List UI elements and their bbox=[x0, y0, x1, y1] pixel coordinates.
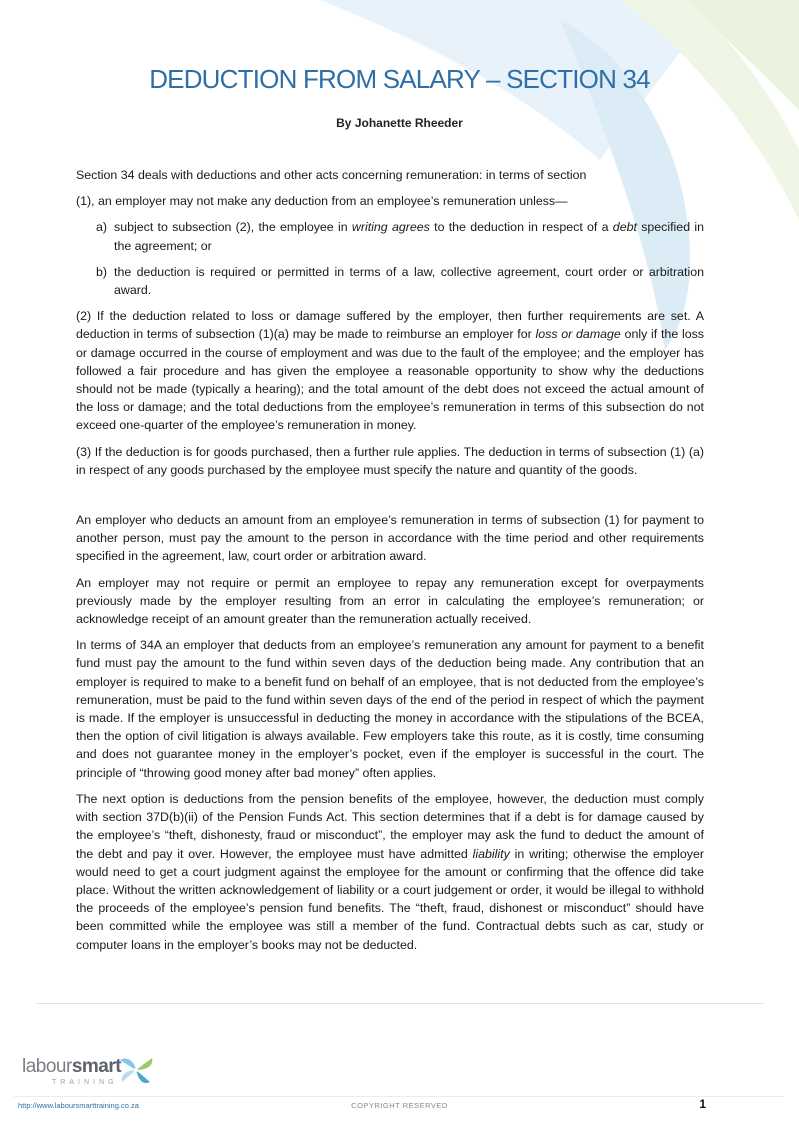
footer-website-link[interactable]: http://www.laboursmarttraining.co.za bbox=[18, 1101, 139, 1110]
logo-wordmark bbox=[22, 1056, 121, 1078]
document-title: DEDUCTION FROM SALARY – SECTION 34 bbox=[149, 64, 650, 94]
paragraph-section-34a: In terms of 34A an employer that deducts from an employee’s remuneration any amount for payment to a benefit fund must pay the amount to the fund within seven days of the deduction being made. Any contribution that an employer is required to make to a benefit fund on behalf of an employee, that is not deducted from the employee’s remuneration, must be paid to the fund within seven days of the end of the period in respect of which the payment is made. If the employer is unsuccessful in deducting the money in accordance with the stipulations of the BCEA, then the option of civil litigation is always available. Few employers take this route, as it is costly, time consuming and does not guarantee money in the employer’s pocket, even if the employer is successful in the court. The principle of “throwing good money after bad money” often applies. bbox=[76, 638, 704, 780]
paragraph-spacer bbox=[76, 487, 704, 511]
list-marker: a) bbox=[96, 220, 108, 235]
intro-line-2: (1), an employer may not make any deduction from an employee’s remuneration unless— bbox=[76, 194, 568, 209]
item-emphasis: writing agrees bbox=[351, 220, 430, 235]
item-text: specified in the agreement; or bbox=[114, 220, 705, 253]
item-text: the deduction is required or permitted in terms of a law, collective agreement, court order or arbitration award. bbox=[114, 264, 704, 298]
paragraph-text: (2) If the deduction related to loss or damage suffered by the employer, then further requirements are set. A deduction in terms of subsection (1)(a) may be made to reimburse an employer for bbox=[76, 309, 704, 342]
list-marker: b) bbox=[96, 264, 108, 279]
logo-subtitle: TRAINING bbox=[52, 1079, 118, 1086]
paragraph-repayment: An employer may not require or permit an employee to repay any remuneration except for overpayments previously made by the employer resulting from an error in calculating the employee’s remuneration; or acknowledge receipt of an amount greater than the remuneration actually received. bbox=[76, 575, 704, 627]
list-item bbox=[76, 263, 704, 299]
conditions-list bbox=[76, 218, 704, 299]
intro-line-1: Section 34 deals with deductions and other acts concerning remuneration: in terms of section bbox=[76, 168, 587, 182]
paragraph-emphasis: loss or damage bbox=[535, 327, 621, 342]
list-item bbox=[76, 218, 704, 254]
laboursmart-logo bbox=[22, 1052, 172, 1092]
paragraph-subsection-3: (3) If the deduction is for goods purchased, then a further rule applies. The deduction in terms of subsection (1) (a) in respect of any goods purchased by the employee must specify the nature and quantity of the goods. bbox=[76, 444, 704, 477]
item-text: to the deduction in respect of a bbox=[429, 220, 613, 235]
paragraph-text: The next option is deductions from the pension benefits of the employee, however, the deduction must comply with section 37D(b)(ii) of the Pension Funds Act. This section determines that if a debt is for damage caused by the employee’s “theft, dishonesty, fraud or misconduct”, the employer may ask the fund to deduct the amount of the debt and pay it over. However, the employee must have admitted bbox=[76, 791, 704, 861]
footer-rule bbox=[14, 1096, 784, 1097]
author-byline: By Johanette Rheeder bbox=[336, 116, 463, 130]
page-number: 1 bbox=[699, 1097, 706, 1111]
paragraph-subsection-2 bbox=[76, 307, 704, 434]
document-body bbox=[76, 166, 704, 962]
logo-word-light: labour bbox=[22, 1056, 72, 1077]
logo-word-bold: smart bbox=[71, 1056, 122, 1077]
paragraph-emphasis: liability bbox=[472, 846, 510, 861]
item-emphasis: debt bbox=[612, 220, 637, 235]
paragraph-text: only if the loss or damage occurred in the course of employment and was due to the fault of the employee; and the employer has followed a fair procedure and has given the employee a reasonable opportunity to show why the deductions should not be made (typically a hearing); and the total amount of the debt does not exceed the actual amount of the loss or damage; and the total deductions from the employee’s remuneration in terms of this subsection do not exceed one-quarter of the employee’s remuneration in money. bbox=[76, 327, 704, 433]
paragraph-text: in writing; otherwise the employer would need to get a court judgment against the employee for the amount or confirming that the offence did take place. Without the written acknowledgement of liability or a court judgement or order, it would be illegal to withhold the proceeds of the employee’s pension fund benefits. The “theft, fraud, dishonest or misconduct” should have been committed while the employee was still a member of the fund. Contractual debts such as car, study or computer loans in the employer’s books may not be deducted. bbox=[76, 846, 704, 952]
footer-copyright: COPYRIGHT RESERVED bbox=[351, 1101, 448, 1110]
pinwheel-logo-icon bbox=[116, 1052, 156, 1088]
paragraph-payment-to-another: An employer who deducts an amount from an employee’s remuneration in terms of subsection (1) for payment to another person, must pay the amount to the person in accordance with the time period and other requirements specified in the agreement, law, court order or arbitration award. bbox=[76, 513, 704, 564]
paragraph-pension-option bbox=[76, 790, 704, 954]
item-text: subject to subsection (2), the employee in bbox=[114, 220, 352, 235]
